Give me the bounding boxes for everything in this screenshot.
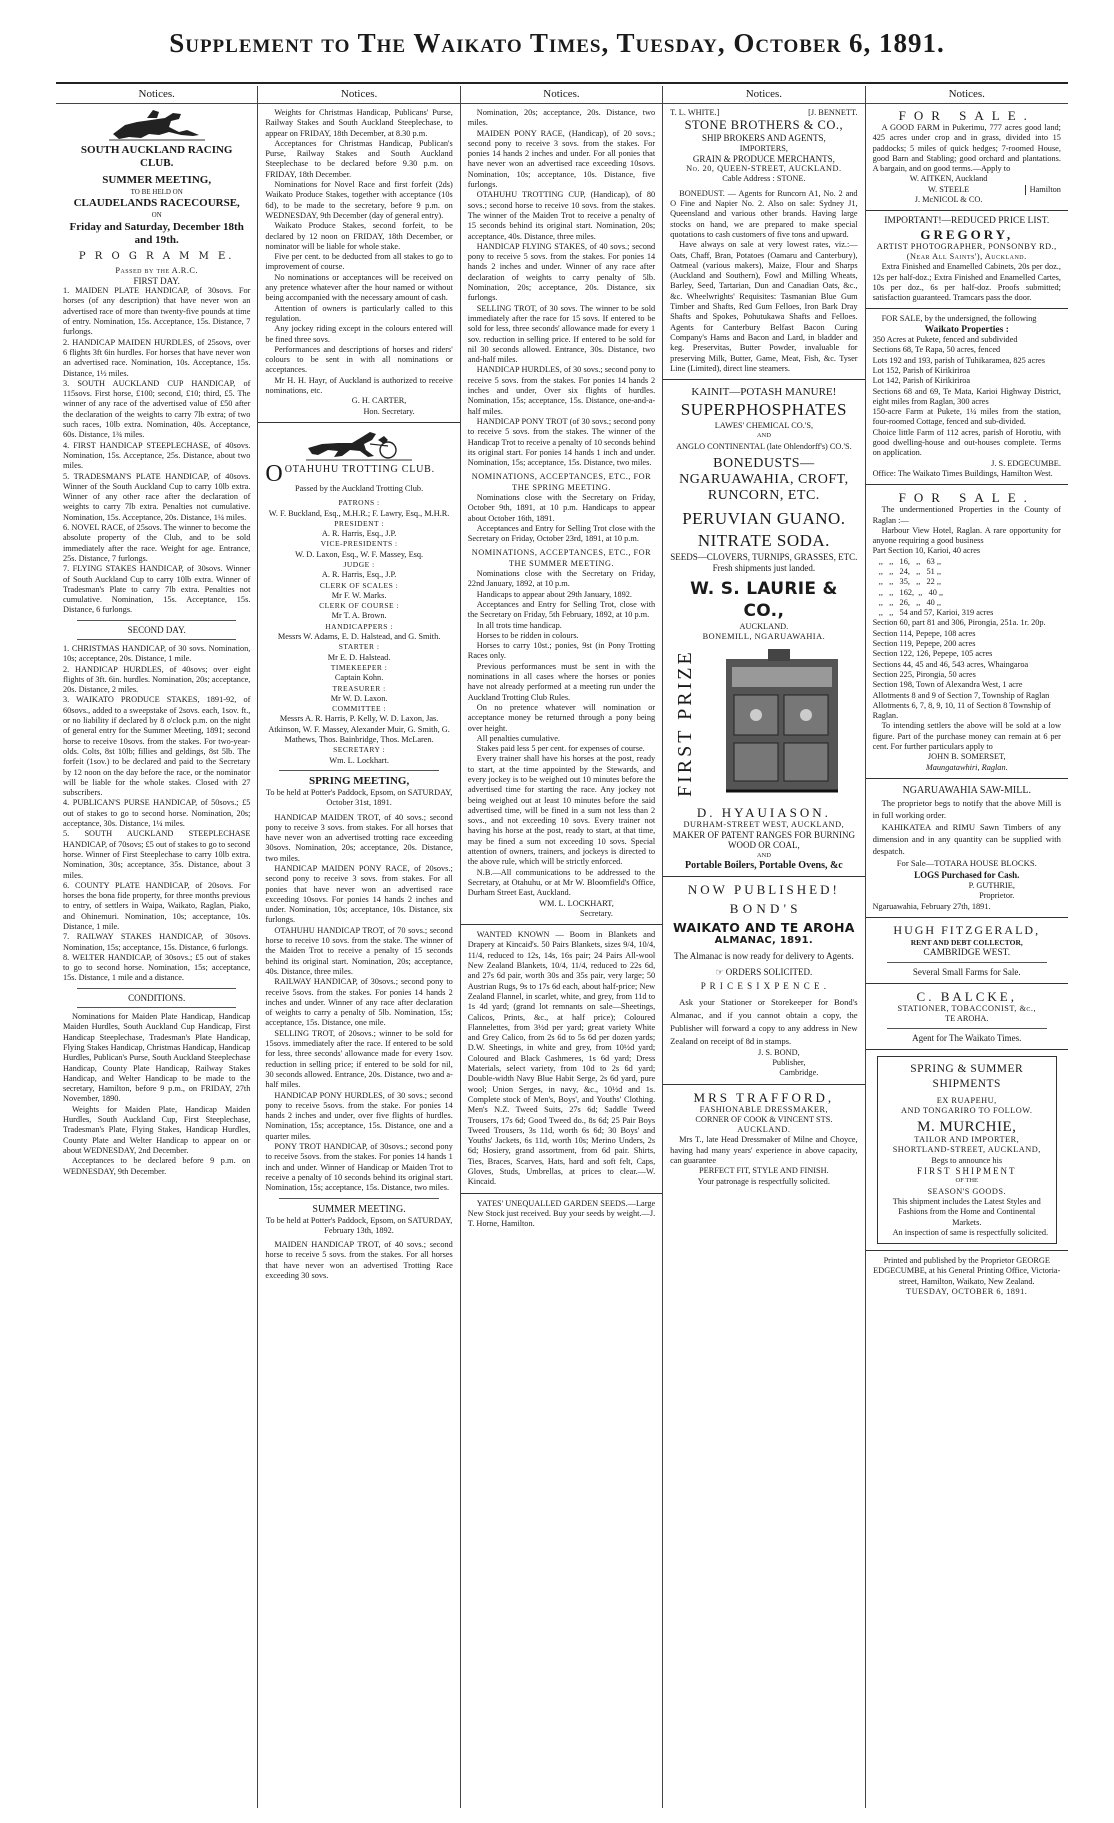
officer-title: VICE-PRESIDENTS : [320,539,398,549]
spring-nominations-heading: NOMINATIONS, ACCEPTANCES, ETC., FOR THE SPRING MEETING. [471,472,652,492]
agent-name: W. AITKEN, Auckland [909,174,988,184]
race-item: 4. PUBLICAN'S PURSE HANDICAP, of 50sovs.; £5 out of stakes to go to second horse. Nomination, 20s; acceptance, 30s. Distance, 1¼ miles. [63,798,251,829]
nominations-para: Stakes paid less 5 per cent. for expenses of course. [476,744,645,754]
officer-names: Mr W. D. Laxon. [330,693,388,703]
officer-title: SECRETARY : [333,745,386,755]
stock-para: Have always on sale at very lowest rates, viz.:—Oats, Chaff, Bran, Potatoes (Oamaru and Canterbury), Oatmeal (various makers), Maize, Flour and Sharps (Auckland and Southern), Fowl and Milling Wheats, Barley, Seed, Tartarian, Dun and Canadian Oats, &c., &c. Wheelwrights' Requisites: Tasmanian Blue Gum Timber and Shafts, Red Gum Felloes, Iron Bark Dray Shafts and Spokes, Pohutukawa Shafts and Felloes. Agents for Canterbury Belfast Bacon Curing Company's Hams and Bacon and Lard, in bladder and keg. Preservitas, Butter Powder, invaluable for preserving Milk, Butter, Game, Meat, Fish, &c. Tyser Line (Limited), direct line steamers. [670,240,858,373]
property-item: Sections 68, Te Rapa, 50 acres, fenced [872,345,1001,355]
summer-meeting-venue: To be held at Potter's Paddock, Epsom, on SATURDAY, February 13th, 1892. [265,1215,453,1235]
racehorse-icon [107,108,207,142]
summer-nominations-heading: NOMINATIONS, ACCEPTANCES, ETC., FOR THE SUMMER MEETING. [471,548,652,568]
notice-para: Attention of owners is particularly called to this regulation. [265,303,453,323]
race-item: 5. SOUTH AUCKLAND STEEPLECHASE HANDICAP, of 70sovs; £5 out of stakes to go to second horse. Winner of First Steeplechase to carry 10lb extra. Nomination, 30s; acceptance, 35s. Distance, about 3 miles. [63,829,251,880]
officer-title: HANDICAPPERS : [325,621,393,631]
property-item: Lot 152, Parish of Kirikiriroa [872,365,971,375]
column-header: Notices. [258,86,459,104]
orders-solicited: ☞ ORDERS SOLICITED. [715,967,813,978]
notice-para: Five per cent. to be deducted from all stakes to go to improvement of course. [265,252,453,272]
race-item: HANDICAP PONY TROT (of 30 sovs.; second pony to receive 5 sovs. from the stakes. The winner of the Handicap Trot to receive a penalty of 10 seconds behind its original start. For ponies 14 hands 1 inch and under. Nomination, 15s; acceptance, 15s. Distance, two miles. [467,416,656,468]
officer-names: Mr T. A. Brown. [331,611,387,621]
raglan-property-item: Section 60, part 81 and 306, Pirongia, 251a. 1r. 20p. [872,618,1046,628]
officer-title: CLERK OF SCALES : [319,580,399,590]
raglan-property-item: Section 122, 126, Pepepe, 105 acres [872,649,993,659]
notice-para: Nominations for Novel Race and first forfeit (2ds) Waikato Produce Stakes, together with acceptance (10s 6d), to be made to the secretary, before 9 p.m. on WEDNESDAY, 9th December (day of general entry). [265,180,453,220]
race-item: HANDICAP FLYING STAKES, of 40 sovs.; second pony to receive 5 sovs. from the stakes. For ponies 14 hands 2 inches and under. Winner of any race after declaration of weights to carry penalty of 5lb. Nomination, 20s; acceptance, 20s. Distance, six furlongs. [467,241,656,303]
officer-names: A. R. Harris, Esq., J.P. [321,529,397,539]
column-header: Notices. [56,86,257,104]
price: P R I C E S I X P E N C E . [700,981,828,992]
somerset-name: JOHN B. SOMERSET, [927,752,1006,762]
race-item: 4. FIRST HANDICAP STEEPLECHASE, of 40sovs. Nomination, 15s. Acceptance, 25s. Distance, about two miles. [63,440,251,471]
ex-ruapehu: EX RUAPEHU, [936,1095,997,1105]
hyauiason-line: AND [756,851,771,859]
almanac-ready: The Almanac is now ready for delivery to Agents. [674,951,854,962]
notice-para: Any jockey riding except in the colours entered will be fined three sovs. [265,324,453,344]
officer-names: W. D. Laxon, Esq., W. F. Massey, Esq. [295,549,424,559]
edgecumbe-name: J. S. EDGECUMBE. [991,458,1061,468]
race-item: HANDICAP MAIDEN TROT, of 40 sovs.; second pony to receive 3 sovs. from stakes. For all horses that have never won an advertised trotting race exceeding 30sovs. Nomination, 20s; acceptance, 20s. Distance, two miles. [265,812,453,863]
raglan-property-item: Part Section 10, Karioi, 40 acres [872,546,981,556]
nominations-para: On no pretence whatever will nomination or acceptance money be returned through a pony being over height. [467,702,656,733]
for-sale-heading: FOR SALE. [898,108,1035,123]
raglan-property-item: Section 225, Pirongia, 50 acres [872,669,976,679]
fitz-line: RENT AND DEBT COLLECTOR, [910,937,1023,947]
totara-line: For Sale—TOTARA HOUSE BLOCKS. [896,857,1037,868]
kainit-heading: KAINIT—POTASH MANURE! [691,386,837,399]
guthrie-date: Ngaruawahia, February 27th, 1891. [872,901,991,911]
tongariro-line: AND TONGARIRO TO FOLLOW. [901,1105,1033,1115]
property-item: 350 Acres at Pukete, fenced and subdivided [872,335,1018,345]
notice-para: Weights for Christmas Handicap, Publicans' Purse, Railway Stakes and South Auckland Steeplechase, to appear on FRIDAY, 18th December, at 8.30 p.m. [265,108,453,138]
bonedust-para: BONEDUST. — Agents for Runcorn A1, No. 2 and O Fine and Napier No. 2. Also on sale: Sydney J1, Queensland and various other brands. Having large stocks on hand, we are prepared to make special quotations to cash customers of five tons and upward. [670,188,858,239]
almanac-year: ALMANAC, 1891. [714,935,814,947]
almanac-title: WAIKATO AND TE AROHA [672,920,855,936]
logs-line: LOGS Purchased for Cash. [914,869,1020,880]
race-item: 2. HANDICAP HURDLES, of 40sovs; over eight flights of 3ft. 6in. hurdles. Nomination, 20s; acceptance, 20s. Distance, 2 miles. [63,664,251,695]
race-item: 5. TRADESMAN'S PLATE HANDICAP, of 40sovs. Winner of the South Auckland Cup to carry 10lb extra. Winner of any other race after the declaration of weights to carry 7lb extra. Penalties not cumulative. Nomination, 15s. Acceptance, 20s. Distance, 1¼ miles. [63,471,251,522]
important-heading: IMPORTANT!—REDUCED PRICE LIST. [884,216,1050,227]
summer-meeting-title: SUMMER MEETING. [312,1203,406,1215]
nominations-para: Every trainer shall have his horses at the post, ready to start, at the time appointed by the Stewards, and every jockey is to be weighed out 10 minutes before the advertised time for starting the race. Any jockey not being weighed out at least 10 minutes before the said advertised time, will be fined in a sum not less than 2 sovs., and not exceeding 10 sovs. Every trainer not having his horse at the post, ready to start, at that time, may be fined a sum not exceeding 10 sovs. Special attention of owners, trainers, and jockeys is directed to the above rule, which will be strictly enforced. [467,754,656,867]
firm-line: SHIP BROKERS AND AGENTS, [702,133,826,144]
sawmill-heading: NGARUAWAHIA SAW-MILL. [902,784,1031,796]
race-item: 6. NOVEL RACE, of 25sovs. The winner to become the absolute property of the Club, and to be sold immediately after the race. Weight for age. Entrance, 25s. Distance, 7 furlongs. [63,523,251,563]
superphosphates-heading: SUPERPHOSPHATES [680,400,847,420]
passed-by: Passed by the Auckland Trotting Club. [295,483,424,493]
firm-line: No. 20, QUEEN-STREET, AUCKLAND. [686,164,842,174]
race-item: MAIDEN PONY RACE, (Handicap), of 20 sovs.; second pony to receive 3 sovs. from the stakes. For ponies 14 hands 2 inches and under. For all ponies that have never won an advertised race exceeding 10sovs. Nomination, 10s; acceptance, 10s. Distance, five furlongs. [467,128,656,190]
guthrie-name: P. GUTHRIE, [968,880,1015,890]
notice-para: Performances and descriptions of horses and riders' colours to be sent in with all nominations or acceptances. [265,344,453,375]
trafford-tag: PERFECT FIT, STYLE AND FINISH. [699,1166,829,1176]
race-item: Nomination, 20s; acceptance, 20s. Distance, two miles. [467,108,656,128]
bonds-title: B O N D ' S [729,901,798,917]
yates-seeds-ad: YATES' UNEQUALLED GARDEN SEEDS.—Large New Stock just received. Buy your seeds by weight.—J. T. Horne, Hamilton. [467,1198,656,1229]
now-published: NOW PUBLISHED! [687,882,840,898]
nominations-para: Nominations close with the Secretary on Friday, 22nd January, 1892, at 10 p.m. [467,569,656,589]
meeting-dates: Friday and Saturday, December 18th and 19th. [69,220,244,246]
laurie-branch: BONEMILL, NGARUAWAHIA. [702,632,826,642]
almanac-ask: Ask your Stationer or Storekeeper for Bond's Almanac, and if you cannot obtain a copy, the Publisher will forward a copy to any address in New Zealand on receipt of 8d in stamps. [670,996,858,1046]
officer-names: A. R. Harris, Esq., J.P. [321,570,397,580]
signer-role: Secretary. [580,908,613,918]
firm-line: Cable Address : STONE. [722,174,806,184]
race-item: SELLING TROT, of 20sovs.; winner to be sold for 15sovs. immediately after the race. If entered to be sold for less, three seconds' allowance made for every 1sov. reduction in selling price; if entered to be sold for nil, 30 seconds allowed. Entrance, 20s. Distance, two and a-half miles. [265,1028,453,1090]
trotting-horse-icon [304,428,414,462]
page-columns [56,86,1068,1808]
wanted-known-ad: WANTED KNOWN — Boom in Blankets and Drapery at Kincaid's. 50 Pairs Blankets, sizes 9/4, 10/4, 11/4, reduced to 12s, 14s, 16s pair; 24 Pairs All-wool New Zealand Blankets, 10/4, 11/4, reduced to 22s 6d, and 27s 6d pair, worth 30s and 35s pair, very large; 50 Austrian Rugs, 9s to 17s 6d each, about half-price; New Zealand Flannel, in scarlet, white, and grey, from 11d to 1s 4d yard; (grand lot remnants on sale—Sheetings, Calicos, Prints, &c., at half price); Coloured Flannelettes, from 3½d per yard; great variety White and Grey Calico, from 2s 6d to 5s 6d per dozen yards; D.W. Sheetings, in white and grey, from 10½d yard; Coloured and Black Cashmeres, 1s 6d yard; Dress Materials, select variety, from 10d to 2s 6d yard; Double-width Navy Blue Habit Serge, 2s 6d yard, pure wool; Union Serges, in navy, &c., 10½d and 1s. Complete stock of Men's, Boys', and Youths' Clothing. Men's N.Z. Tweed Suits, 27s 6d; Saddle Tweed Trousers, 17s 6d; Good Tweed do., 8s 6d; 25 Pair Boys Tweed Trousers, 3s 11d, worth 6s 6d; 30 Boys' and Youths' Jackets, 6s 11d, worth 10s; Merino Unders, 2s 6d; Hosiery, grand assortment, from 6d pair. Shirts, Ties, Braces, Scarves, Hats, hard and soft felt, Caps, Gloves, Studs, Umbrellas, at prices to clear.—W. Kincaid. [467,930,656,1187]
nominations-para: Horses to carry 10st.; ponies, 9st (in Pony Trotting Races only. [467,641,656,661]
farm-agents [873,174,1061,205]
raglan-property-item: ,, ,, 24, ,, 51 ,, [872,566,942,576]
trafford-end: Your patronage is respectfully solicited. [697,1176,830,1186]
raglan-property-item: ,, ,, 54 and 57, Karioi, 319 acres [872,608,994,618]
hyauiason-line: MAKER OF PATENT RANGES FOR BURNING WOOD OR COAL, [672,829,855,851]
imprint-date: TUESDAY, OCTOBER 6, 1891. [906,1287,1028,1297]
firm-line: GRAIN & PRODUCE MERCHANTS, [692,153,835,164]
imprint: Printed and published by the Proprietor GEORGE EDGECUMBE, at his General Printing Office, Victoria-street, Hamilton, Waikato, New Zealand. [873,1256,1061,1286]
raglan-property-item: Sections 44, 45 and 46, 543 acres, Whaingaroa [872,659,1029,669]
anglo-line: ANGLO CONTINENTAL (late Ohlendorff's) CO.'S. [676,441,852,451]
race-item: 1. MAIDEN PLATE HANDICAP, of 30sovs. For horses (of any description) that have never won an advertised race of more than twenty-five pounds at time of entry. Nomination, 15s. Acceptance, 15s. Distance, 7 furlongs. [63,286,251,337]
bond-town: Cambridge. [779,1068,819,1078]
balcke-line: STATIONER, TOBACCONIST, &c., [897,1003,1037,1013]
gregory-para: Extra Finished and Enamelled Cabinets, 20s per doz., 12s per half-doz.; Extra Finished and Enamelled Cartes, 10s per doz., 6s per half-doz. Proofs submitted; satisfaction guaranteed. Tramcars pass the door. [872,262,1061,303]
nominations-para: Previous performances must be sent in with the nominations in all cases where the horses or ponies have not already performed at a meeting run under the Auckland Trotting Club Rules. [467,661,656,702]
race-item: HANDICAP MAIDEN PONY RACE, of 20sovs.; second pony to receive 3 sovs. from stakes. For all ponies that have never won an advertised race exceeding 10sovs. For ponies 14 hands 2 inches and under. Nomination, 10s; acceptance, 10s. Distance, six furlongs. [265,864,453,925]
waikato-properties-heading: Waikato Properties : [924,324,1009,335]
officer-names: W. F. Buckland, Esq., M.H.R.; F. Lawry, Esq., M.H.R. [268,508,450,518]
race-item: 3. SOUTH AUCKLAND CUP HANDICAP, of 115sovs. First horse, £100; second, £10; third, £5. The winner of any race of the advertised value of £50 after the declaration of the weights to carry 7lb extra; of two such races, 10lb extra. Nomination, 40s. Acceptance, 60s. Distance, 1¾ miles. [63,378,251,440]
firm-line: IMPORTERS, [739,143,788,153]
nominations-para: Acceptances and Entry for Selling Trot, close with the Secretary on Friday, 5th February, 1892, at 10 p.m. [467,599,656,620]
trafford-name: MRS TRAFFORD, [693,1089,835,1105]
spring-meeting-title: SPRING MEETING, [308,774,410,787]
signer-role: Hon. Secretary. [363,406,415,416]
officer-names: Messrs W. Adams, E. D. Halstead, and G. Smith. [277,632,441,642]
raglan-property-item: ,, ,, 16, ,, 63 ,, [872,556,942,566]
agent-name: W. STEELE [927,184,970,194]
agent-name: J. McNICOL & CO. [914,195,983,205]
trafford-line: FASHIONABLE DRESSMAKER, [699,1104,829,1114]
raglan-property-item: ,, ,, 26, ,, 40 ,, [872,597,942,607]
somerset-town: Maungatawhiri, Raglan. [925,762,1008,772]
race-item: HANDICAP HURDLES, of 30 sovs.; second pony to receive 5 sovs. from the stakes. For ponies 14 hands 2 inches and under, Over six flights of hurdles. Nomination, 15s; acceptance, 15s. Distance, one-and-a-half miles. [467,365,656,416]
spring-meeting-venue: To be held at Potter's Paddock, Epsom, on SATURDAY, October 31st, 1891. [265,787,453,808]
property-item: Lots 192 and 193, parish of Tuhikaramea, 825 acres [872,355,1045,365]
column-3 [461,86,663,1808]
lawes-line: LAWES' CHEMICAL CO.'S, [714,421,814,431]
hyauiason-name: D. HYAUIASON. [696,804,831,820]
murchie-para: This shipment includes the Latest Styles and Fashions from the Home and Continental Markets. [892,1196,1041,1227]
raglan-property-item: Allotments 6, 7, 8, 9, 10, 11 of Section 8 Township of Raglan. [872,700,1053,721]
officer-title: JUDGE : [343,559,375,569]
first-prize-label: FIRST PRIZE [674,648,697,797]
notice-para: Mr H. H. Hayr, of Auckland is authorized to receive nominations, etc. [265,375,453,396]
nominations-para: All penalties cumulative. [476,733,560,743]
column-4 [663,86,865,1808]
first-shipment: FIRST SHIPMENT [916,1166,1017,1177]
nominations-para: Nominations close with the Secretary on Friday, October 9th, 1891, at 10 p.m. Handicaps to appear about October 16th, 1891. [467,492,656,523]
laurie-name: W. S. LAURIE & CO., [690,579,838,622]
conditions-title: CONDITIONS. [128,992,186,1003]
race-item: SELLING TROT, of 30 sovs. The winner to be sold immediately after the race for 15 sovs. If entered to be sold for less, three seconds' allowance made for every 1 sov. reduction in selling price. If entered to be sold for nil 30 seconds allowed. Entrance, 30s. Distance, two and-half miles. [467,303,656,365]
nominations-para: Acceptances and Entry for Selling Trot close with the Secretary on Friday, October 23rd, 1891, at 10 p.m. [467,523,656,544]
raglan-properties [873,546,1061,721]
officer-title: PATRONS : [338,498,380,508]
raglan-property-item: ,, ,, 162, ,, 40 ,, [872,587,944,597]
officer-title: TIMEKEEPER : [330,662,388,672]
nominations-para: Handicaps to appear about 29th January, 1892. [476,589,632,599]
race-item: OTAHUHU HANDICAP TROT, of 70 sovs.; second horse to receive 10 sovs. from the stake. The winner of the Maiden Trot to receive a penalty of 15 seconds behind its original start. Nomination, 20s; acceptance, 40s. Distance, three miles. [265,925,453,976]
first-day-title: FIRST DAY. [133,275,180,286]
column-2 [258,86,460,1808]
race-item: 1. CHRISTMAS HANDICAP, of 30 sovs. Nomination, 10s; acceptance, 20s. Distance, 1 mile. [63,643,251,664]
inspection-line: An inspection of same is respectfully solicited. [892,1227,1049,1237]
officer-names: Mr E. D. Halstead. [327,652,391,662]
raglan-note: To intending settlers the above will be sold at a low figure. Part of the purchase money can remain at 6 per cent. For further particulars apply to [872,721,1061,752]
nominations-para: Horses to be ridden in colours. [476,630,579,640]
officer-title: STARTER : [338,642,380,652]
seeds-line: SEEDS—CLOVERS, TURNIPS, GRASSES, ETC. Fresh shipments just landed. [670,552,858,574]
laurie-town: AUCKLAND. [739,622,789,632]
sawmill-para: The proprietor begs to notify that the above Mill is in full working order. [872,797,1061,820]
partner-right: [J. BENNETT. [808,108,858,117]
of-the: OF THE [955,1177,978,1185]
officers-list [265,498,452,766]
murchie-ad-box [877,1056,1057,1245]
nitrate-heading: NITRATE SODA. [697,531,830,551]
race-item: PONY TROT HANDICAP, of 30sovs.; second pony to receive 5sovs. from the stakes. For ponies 14 hands 1 inch and under. Winner of Handicap or Maiden Trot to receive a penalty of 10 seconds behind its original start. Nomination, 15s; acceptance, 15s. Distance, two miles. [265,1142,453,1193]
timber-para: KAHIKATEA and RIMU Sawn Timbers of any dimension and in any quantity can be supplied with despatch. [872,821,1061,856]
bonedusts-heading: BONEDUSTS—NGARUAWAHIA, CROFT, RUNCORN, ETC. [679,456,849,504]
officer-names: Wm. L. Lockhart. [329,755,389,765]
first-prize-block [670,649,857,799]
seasons-goods: SEASON'S GOODS. [927,1186,1007,1196]
bond-role: Publisher, [772,1057,806,1067]
guthrie-role: Proprietor. [979,891,1015,901]
notice-para: Acceptances for Christmas Handicap, Publican's Purse, Railway Stakes and South Auckland Steeplechase to be declared before 9.30 p.m. on FRIDAY, 18th December. [265,138,453,179]
race-item: 7. FLYING STAKES HANDICAP, of 30sovs. Winner of South Auckland Cup to carry 10lb extra. Winner of Tradesman's Plate to carry 7lb extra. Penalties not cumulative. Nomination, 15s. Acceptance, 15s. Distance, 6 furlongs. [63,564,251,615]
dropcap-o: O [265,460,283,487]
passed-by: Passed by the A.R.C. [115,265,199,275]
race-item: 2. HANDICAP MAIDEN HURDLES, of 25sovs, over 6 flights 3ft 6in hurdles. For horses that have never won an advertised race. Nomination, 10s. Acceptance, 15s. Distance, 1½ miles. [63,337,251,378]
second-day-title: SECOND DAY. [127,624,186,635]
balcke-agent: Agent for The Waikato Times. [912,1033,1022,1044]
conditions-para: Weights for Maiden Plate, Handicap Maiden Hurdles, South Auckland Cup, First Steeplechase, Tradesman's Plate, Flying Stakes, Handicap Hurdles, County Plate and Welter Handicap to appear on or about WEDNESDAY, 2nd December. [63,1104,251,1155]
balcke-town: TE AROHA. [945,1014,989,1023]
race-item: HANDICAP PONY HURDLES, of 30 sovs.; second pony to receive 5sovs. from the stake. For ponies 14 hands 2 inches and under, over five flights of hurdles. Nomination, 15s; acceptance, 15s. Distance, one and a quarter miles. [265,1090,453,1141]
hyauiason-line: DURHAM-STREET WEST, AUCKLAND, [683,819,845,829]
guano-heading: PERUVIAN GUANO. [682,509,846,529]
property-item: Sections 68 and 69, Te Mata, Karioi Highway District, eight miles from Raglan, 300 acres [872,386,1061,406]
hyauiason-line: Portable Boilers, Portable Ovens, &c [684,859,843,871]
officer-title: COMMITTEE : [332,704,387,714]
trafford-line: CORNER OF COOK & VINCENT STS. [695,1114,833,1124]
balcke-name: C. BALCKE, [916,988,1017,1004]
signer-name: WM. L. LOCKHART, [539,898,614,908]
held-on: TO BE HELD ON [130,188,183,196]
race-item: 7. RAILWAY STAKES HANDICAP, of 30sovs. Nomination, 15s; acceptance, 15s. Distance, 6 furlongs. [63,932,251,952]
column-1 [56,86,258,1808]
raglan-property-item: Section 119, Pepepe, 200 acres [872,639,976,649]
raglan-property-item: Allotments 8 and 9 of Section 7, Township of Raglan [872,690,1050,700]
officer-names: Mr F. W. Marks. [331,590,387,600]
column-5 [866,86,1068,1808]
race-item: 6. COUNTY PLATE HANDICAP, of 20sovs. For horses the bona fide property, for three months previous to entry, of settlers in Waipa, Waikato, Raglan, Piako, and Ohinemuri. Nomination, 10s; acceptance, 10s. Distance, 1 mile. [63,880,251,931]
fitzgerald-name: HUGH FITZGERALD, [893,922,1041,937]
property-item: Lot 142, Parish of Kirikiriroa [872,376,971,386]
meeting-title: SUMMER MEETING, [102,174,212,186]
nominations-para: N.B.—All communications to be addressed to the Secretary, at Otahuhu, or at Mr W. Bloomfield's Office, Durham Street East, Auckland. [467,867,656,898]
fitz-farms: Several Small Farms for Sale. [912,967,1021,978]
club-name: O OTAHUHU TROTTING CLUB. [265,460,435,487]
masthead-rule [56,82,1068,84]
signer-name: G. H. CARTER, [351,396,407,406]
race-item: MAIDEN HANDICAP TROT, of 40 sovs.; second horse to receive 5 sovs. from the stakes. For all horses that have never won an advertised Trotting Race exceeding 30 sovs. [265,1240,453,1280]
raglan-property-item: ,, ,, 35, ,, 22 ,, [872,577,942,587]
for-sale-heading: FOR SALE. [898,490,1035,506]
programme-title: P R O G R A M M E. [78,250,235,262]
notice-para: No nominations or acceptances will be received on any pretence whatever after the hour named or without being accompanied with the necessary amount of cash. [265,272,453,303]
murchie-name: M. MURCHIE, [917,1119,1017,1136]
partner-left: T. L. WHITE.] [670,108,720,117]
race-item: RAILWAY HANDICAP, of 30sovs.; second pony to receive 5sovs. from the stakes. For ponies 14 hands 2 inches and under. Winner of any race after declaration of weights to carry a penalty of 5lb. Nomination, 15s; acceptance, 15s. Distance, one mile. [265,977,453,1028]
column-header: Notices. [663,86,864,104]
race-item: OTAHUHU TROTTING CUP, (Handicap), of 80 sovs.; second horse to receive 10 sovs. from the stakes. The winner of the Maiden Trot to receive a penalty of 15 seconds behind its original start. Nomination, 20s; acceptance, 40s. Distance, three miles. [467,190,656,241]
property-item: Choice little Farm of 112 acres, parish of Horotiu, with good dwelling-house and out-houses complete. Terms on application. [872,427,1061,458]
column-header: Notices. [866,86,1068,104]
property-item: 150-acre Farm at Pukete, 1¼ miles from the station, four-roomed Cottage, fenced and sub-divided. [872,407,1061,427]
venue: CLAUDELANDS RACECOURSE, [73,197,240,210]
murchie-line: Begs to announce his [931,1155,1003,1165]
officer-title: TREASURER : [332,683,386,693]
partners-line [670,108,857,118]
for-sale-intro: FOR SALE, by the undersigned, the following [881,314,1037,324]
column-header: Notices. [461,86,662,104]
race-item: 3. WAIKATO PRODUCE STAKES, 1891-92, of 60sovs., added to a sweepstake of 2sovs. each, 1sov. ft., or no liability if declared by 8 o'clock p.m. on the night of general entry for the Summer Meeting, 1891; second horse to receive 10sovs. from the stakes. For two-year-olds. Colts, 8st 10lb; fillies and geldings, 8st 5lb. The forfeit (1sov.) to be declared and paid to the Secretary by 12 noon on the day before the race, or the nominator will be liable for the whole stakes. Closed with 27 subscribers. [63,695,251,798]
conditions-para: Acceptances to be declared before 9 p.m. on WEDNESDAY, 9th December. [63,1156,251,1176]
officer-names: Messrs A. R. Harris, P. Kelly, W. D. Laxon, Jas. Atkinson, W. F. Massey, Alexander Muir, G. Smith, G. Mathews, Thos. Bainbridge, Thos. McLaren. [268,714,450,745]
officer-title: CLERK OF COURSE : [319,601,400,611]
on-label: ON [151,211,162,220]
farm-para: A GOOD FARM in Pukerimu, 777 acres good land; 425 acres under crop and in grass, divided into 15 paddocks; 5 miles of quick hedges; 7-roomed House, good Barn and Stabling; good orchard and plantations. A bargain, and on good terms.—Apply to [872,123,1061,174]
harbour-hotel: Harbour View Hotel, Raglan. A rare opportunity for anyone requiring a good business [872,525,1061,546]
conditions-para: Nominations for Maiden Plate Handicap, Handicap Maiden Hurdles, South Auckland Cup Handicap, First Handicap Steeplechase, Tradesman's Plate Handicap, Flying Stakes Handicap, Christmas Handicap, Handicap Hurdles, Publican's Purse, South Auckland Steeplechase Handicap, County Plate Handicap, Railway Stakes Handicap, and Welter Handicap to be made to the secretary, Hamilton, before 9 p.m., on FRIDAY, 27th November, 1890. [63,1012,251,1104]
trafford-para: Mrs T., late Head Dressmaker of Milne and Choyce, having had many years' experience in above capacity, can guarantee [670,1135,858,1166]
masthead: Supplement to The Waikato Times, Tuesday, October 6, 1891. [169,28,945,58]
edgecumbe-office: Office: The Waikato Times Buildings, Hamilton West. [872,468,1053,478]
agent-town: Hamilton [1025,185,1061,195]
raglan-property-item: Section 114, Pepepe, 108 acres [872,628,976,638]
fitz-line: CAMBRIDGE WEST. [923,948,1011,959]
gregory-name: GREGORY, [920,226,1014,242]
race-item: 8. WELTER HANDICAP, of 30sovs.; £5 out of stakes to go to second horse. Nomination, 15s; acceptance, 15s. Distance, 1 mile and a distance. [63,952,251,983]
murchie-line: SHORTLAND-STREET, AUCKLAND, [892,1145,1041,1155]
pointing-hand-icon: ☞ [715,967,726,978]
gregory-address: ARTIST PHOTOGRAPHER, PONSONBY RD., (Near All Saints'), Auckland. [876,241,1057,261]
officer-names: Captain Kohn. [334,673,384,683]
bond-name: J. S. BOND, [758,1047,800,1057]
firm-name: STONE BROTHERS & CO., [684,118,844,133]
trafford-line: AUCKLAND. [737,1125,791,1135]
raglan-intro: The undermentioned Properties in the County of Raglan :— [872,505,1061,525]
club-name: SOUTH AUCKLAND RACING CLUB. [80,144,233,169]
murchie-line: TAILOR AND IMPORTER, [914,1135,1020,1145]
notice-para: Waikato Produce Stakes, second forfeit, to be declared by 12 noon on FRIDAY, 18th December, or nominator will be liable for whole stake. [265,221,453,251]
officer-title: PRESIDENT : [334,518,384,528]
spring-summer-heading: SPRING & SUMMER SHIPMENTS [910,1062,1024,1090]
nominations-para: In all trots time handicap. [476,620,562,630]
and-line: AND [756,432,771,440]
raglan-property-item: Section 198, Town of Alexandra West, 1 acre [872,680,1023,690]
cooking-range-icon [716,649,846,799]
